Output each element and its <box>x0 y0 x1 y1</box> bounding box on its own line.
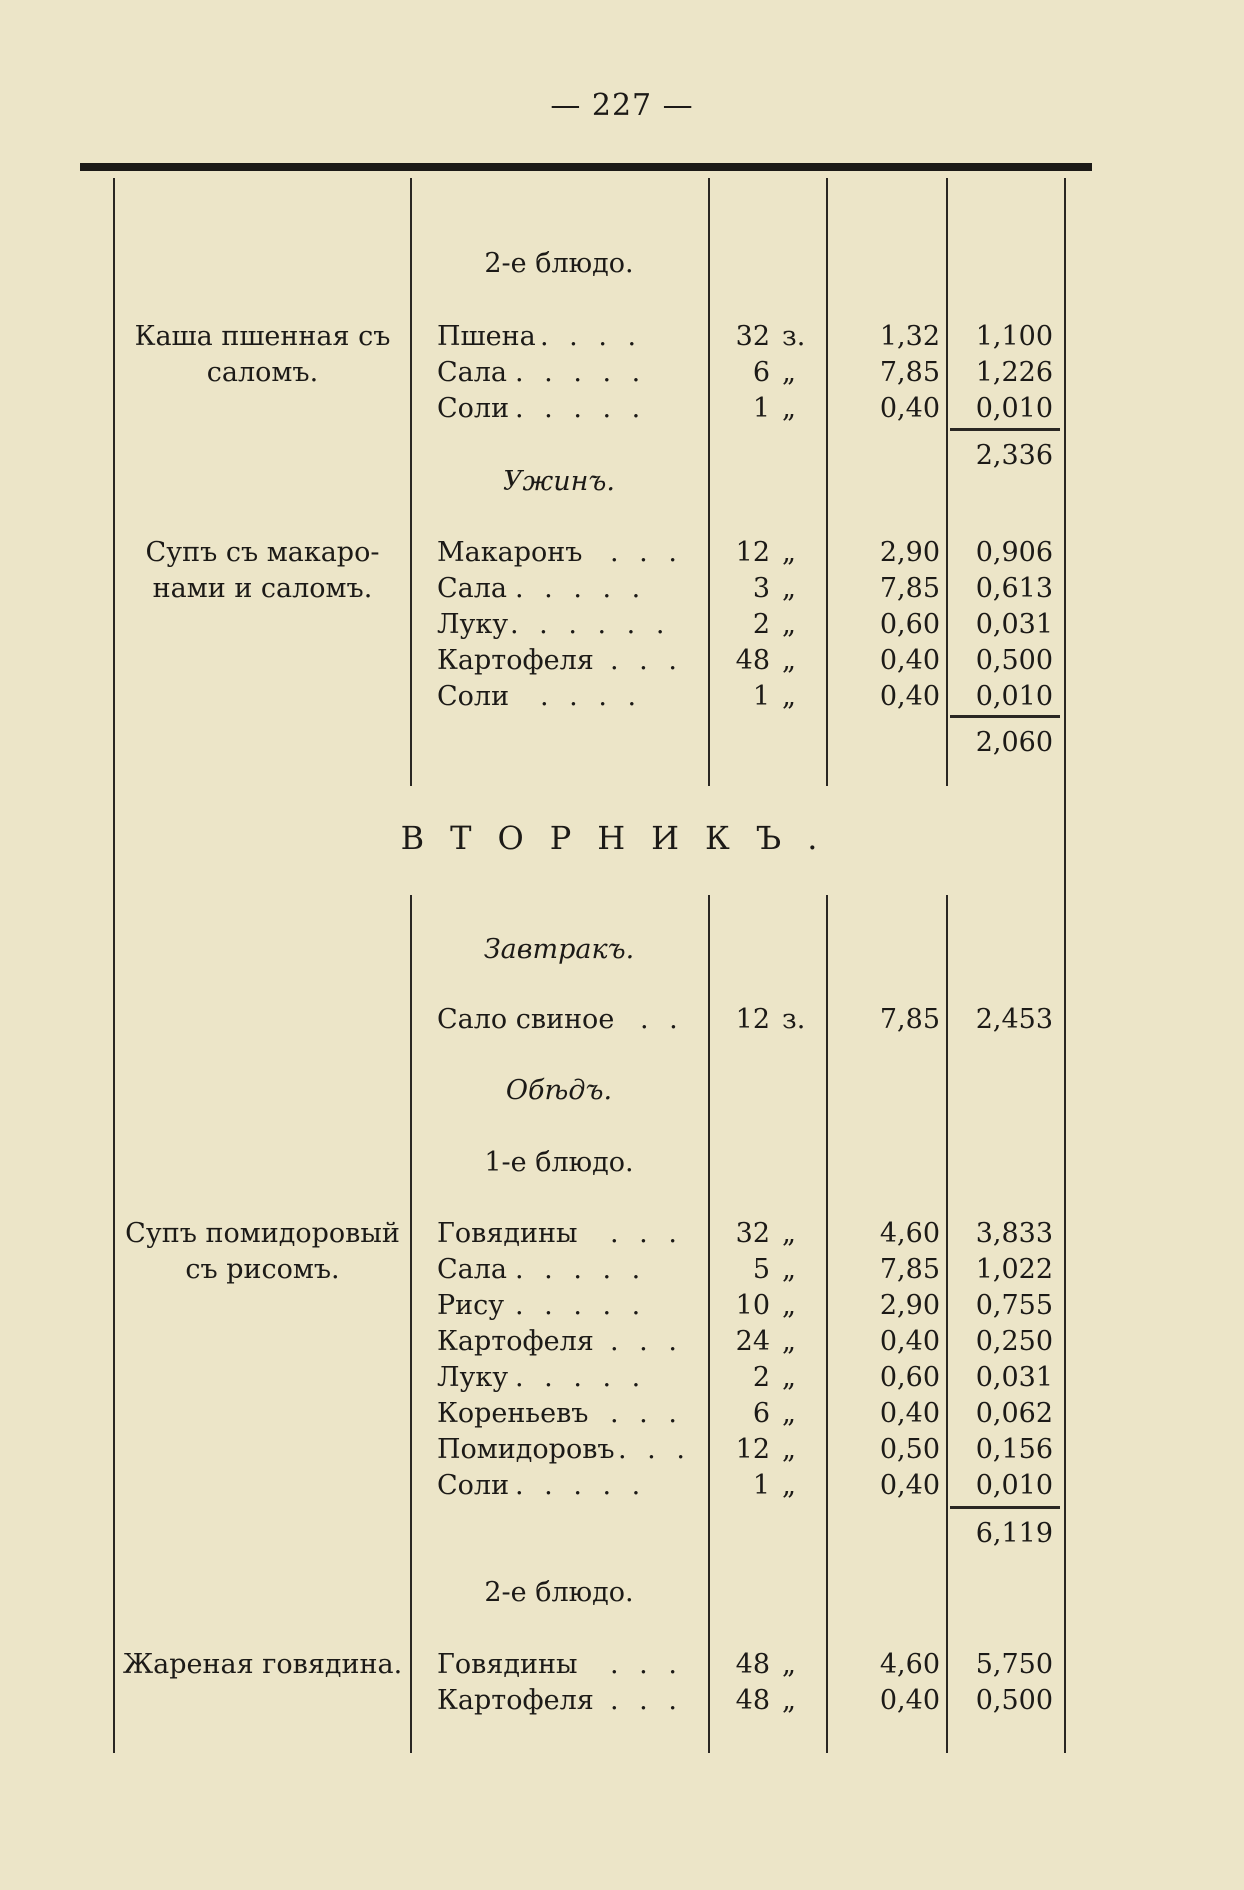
quantity: 2 <box>752 1362 770 1393</box>
unit: „ <box>782 681 796 712</box>
unit: „ <box>782 1398 796 1429</box>
cost: 5,750 <box>975 1649 1053 1680</box>
item-name: Соли <box>437 393 510 424</box>
cost: 0,755 <box>975 1290 1053 1321</box>
quantity: 48 <box>735 1649 770 1680</box>
meal-heading: Обѣдъ. <box>505 1075 613 1106</box>
price-column-divider <box>946 178 948 786</box>
quantity: 10 <box>735 1290 770 1321</box>
unit: „ <box>782 1685 796 1716</box>
item-name: Сала <box>437 573 508 604</box>
item-name: Макаронъ <box>437 537 583 568</box>
unit: „ <box>782 609 796 640</box>
unit: „ <box>782 1254 796 1285</box>
item-name: Луку <box>437 1362 509 1393</box>
dish-name: саломъ. <box>206 357 319 388</box>
unit: з. <box>782 1004 806 1035</box>
unit: „ <box>782 1362 796 1393</box>
leader-dots: . . . . . <box>515 573 647 604</box>
dish-name: съ рисомъ. <box>185 1254 340 1285</box>
unit-price: 2,90 <box>879 1290 940 1321</box>
item-name: Помидоровъ <box>437 1434 615 1465</box>
quantity: 6 <box>752 357 770 388</box>
cost: 0,500 <box>975 645 1053 676</box>
cost: 0,250 <box>975 1326 1053 1357</box>
item-name: Говядины <box>437 1218 578 1249</box>
unit: „ <box>782 645 796 676</box>
unit-price: 0,40 <box>879 681 940 712</box>
price-column-divider-lower <box>946 895 948 1753</box>
meal-heading: Завтракъ. <box>483 934 635 965</box>
item-name: Луку <box>437 609 509 640</box>
leader-dots: . . . <box>610 1326 683 1357</box>
dish-name: Супъ помидоровый <box>125 1218 400 1249</box>
unit-price: 7,85 <box>879 1254 940 1285</box>
subtotal-rule <box>950 428 1060 431</box>
leader-dots: . . . . . <box>515 393 647 424</box>
leader-dots: . . . . . <box>515 357 647 388</box>
leader-dots: . . . <box>610 645 683 676</box>
meal-heading: Ужинъ. <box>503 466 615 497</box>
item-name: Соли <box>437 681 510 712</box>
qty-column-divider-lower <box>826 895 828 1753</box>
top-rule <box>80 163 1092 171</box>
quantity: 48 <box>735 1685 770 1716</box>
item-name: Картофеля <box>437 645 594 676</box>
leader-dots: . . <box>640 1004 684 1035</box>
cost: 0,031 <box>975 1362 1053 1393</box>
unit-price: 7,85 <box>879 1004 940 1035</box>
dish-name: нами и саломъ. <box>152 573 373 604</box>
cost: 0,031 <box>975 609 1053 640</box>
item-name: Кореньевъ <box>437 1398 589 1429</box>
leader-dots: . . . <box>610 1649 683 1680</box>
leader-dots: . . . <box>618 1434 691 1465</box>
quantity: 12 <box>735 1004 770 1035</box>
subtotal-rule <box>950 1506 1060 1509</box>
unit-price: 7,85 <box>879 357 940 388</box>
quantity: 2 <box>752 609 770 640</box>
cost: 0,010 <box>975 681 1053 712</box>
dish-name: Супъ съ макаро- <box>145 537 380 568</box>
unit: „ <box>782 393 796 424</box>
quantity: 12 <box>735 537 770 568</box>
subtotal: 6,119 <box>975 1518 1053 1549</box>
unit-price: 4,60 <box>879 1218 940 1249</box>
quantity: 32 <box>735 321 770 352</box>
item-name: Картофеля <box>437 1326 594 1357</box>
subtotal: 2,336 <box>975 440 1053 471</box>
day-title: ВТОРНИКЪ. <box>400 819 844 857</box>
quantity: 6 <box>752 1398 770 1429</box>
leader-dots: . . . . . <box>515 1362 647 1393</box>
unit-price: 0,40 <box>879 1685 940 1716</box>
unit-price: 0,40 <box>879 1398 940 1429</box>
cost: 0,062 <box>975 1398 1053 1429</box>
unit-price: 7,85 <box>879 573 940 604</box>
qty-column-divider <box>826 178 828 786</box>
unit: „ <box>782 537 796 568</box>
cost: 3,833 <box>975 1218 1053 1249</box>
subtotal: 2,060 <box>975 727 1053 758</box>
cost: 0,010 <box>975 393 1053 424</box>
unit: „ <box>782 1470 796 1501</box>
item-name: Сало свиное <box>437 1004 615 1035</box>
quantity: 1 <box>752 1470 770 1501</box>
unit-price: 4,60 <box>879 1649 940 1680</box>
unit: „ <box>782 1218 796 1249</box>
leader-dots: . . . . <box>540 681 643 712</box>
cost: 2,453 <box>975 1004 1053 1035</box>
unit: „ <box>782 357 796 388</box>
leader-dots: . . . . . . <box>510 609 671 640</box>
item-column-divider-lower <box>708 895 710 1753</box>
cost: 1,100 <box>975 321 1053 352</box>
item-name: Соли <box>437 1470 510 1501</box>
cost: 0,500 <box>975 1685 1053 1716</box>
quantity: 5 <box>752 1254 770 1285</box>
leader-dots: . . . <box>610 1685 683 1716</box>
item-column-divider <box>708 178 710 786</box>
course-heading: 2-е блюдо. <box>484 248 634 279</box>
quantity: 32 <box>735 1218 770 1249</box>
unit: „ <box>782 1649 796 1680</box>
item-name: Сала <box>437 1254 508 1285</box>
course-heading: 2-е блюдо. <box>484 1577 634 1608</box>
unit-price: 0,40 <box>879 645 940 676</box>
dish-name: Жареная говядина. <box>122 1649 403 1680</box>
unit-price: 1,32 <box>879 321 940 352</box>
unit: „ <box>782 1290 796 1321</box>
quantity: 48 <box>735 645 770 676</box>
dish-name: Каша пшенная съ <box>134 321 391 352</box>
page-number: — 227 — <box>550 88 694 123</box>
quantity: 3 <box>752 573 770 604</box>
quantity: 1 <box>752 393 770 424</box>
unit-price: 0,40 <box>879 393 940 424</box>
item-name: Рису <box>437 1290 505 1321</box>
unit-price: 0,40 <box>879 1470 940 1501</box>
item-name: Картофеля <box>437 1685 594 1716</box>
course-heading: 1-е блюдо. <box>484 1147 634 1178</box>
leader-dots: . . . . . <box>515 1254 647 1285</box>
quantity: 1 <box>752 681 770 712</box>
unit: з. <box>782 321 806 352</box>
leader-dots: . . . <box>610 1398 683 1429</box>
cost: 1,226 <box>975 357 1053 388</box>
unit: „ <box>782 573 796 604</box>
item-name: Сала <box>437 357 508 388</box>
unit-price: 2,90 <box>879 537 940 568</box>
cost: 0,156 <box>975 1434 1053 1465</box>
quantity: 24 <box>735 1326 770 1357</box>
cost: 0,906 <box>975 537 1053 568</box>
leader-dots: . . . . . <box>515 1290 647 1321</box>
unit-price: 0,60 <box>879 1362 940 1393</box>
item-name: Пшена <box>437 321 536 352</box>
unit-price: 0,60 <box>879 609 940 640</box>
cost: 1,022 <box>975 1254 1053 1285</box>
cost: 0,613 <box>975 573 1053 604</box>
dish-column-divider-lower <box>410 895 412 1753</box>
leader-dots: . . . <box>610 1218 683 1249</box>
table-left-border <box>113 178 115 1753</box>
unit-price: 0,50 <box>879 1434 940 1465</box>
leader-dots: . . . . . <box>515 1470 647 1501</box>
item-name: Говядины <box>437 1649 578 1680</box>
unit-price: 0,40 <box>879 1326 940 1357</box>
leader-dots: . . . <box>610 537 683 568</box>
subtotal-rule <box>950 715 1060 718</box>
unit: „ <box>782 1326 796 1357</box>
table-right-border <box>1064 178 1066 1753</box>
unit: „ <box>782 1434 796 1465</box>
cost: 0,010 <box>975 1470 1053 1501</box>
leader-dots: . . . . <box>540 321 643 352</box>
quantity: 12 <box>735 1434 770 1465</box>
